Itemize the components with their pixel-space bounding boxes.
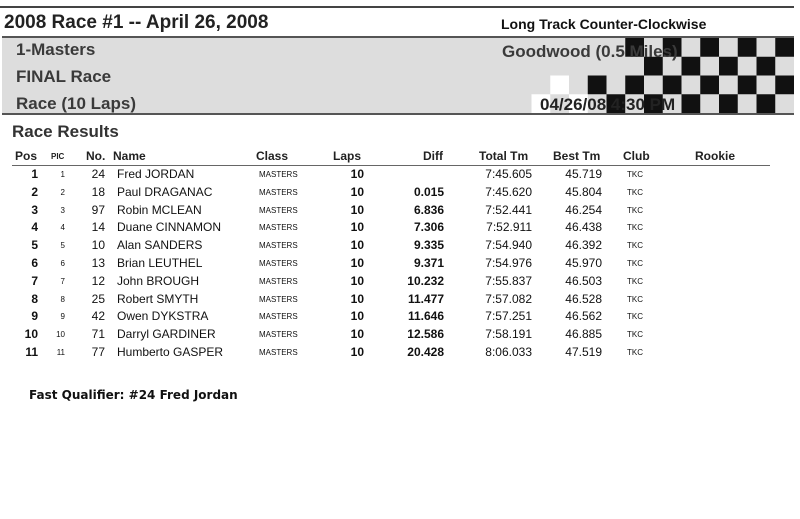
cell-class: MASTERS: [259, 259, 298, 268]
cell-club: TKC: [627, 170, 643, 179]
cell-class: MASTERS: [259, 348, 298, 357]
col-header-total: Total Tm: [479, 149, 529, 163]
cell-best: 46.254: [565, 202, 602, 217]
cell-best: 46.503: [565, 273, 602, 288]
col-header-laps: Laps: [333, 149, 362, 163]
cell-pos: 4: [31, 220, 38, 235]
cell-total: 7:54.940: [485, 238, 532, 253]
cell-diff: 11.477: [407, 291, 444, 306]
cell-total: 7:58.191: [485, 327, 532, 342]
col-header-club: Club: [623, 149, 650, 163]
cell-no: 77: [91, 345, 105, 359]
cell-best: 45.804: [565, 184, 602, 199]
cell-pic: 10: [56, 330, 65, 340]
cell-no: 42: [91, 309, 105, 324]
cell-pos: 6: [31, 256, 38, 270]
cell-name: Owen DYKSTRA: [117, 309, 209, 324]
cell-club: TKC: [627, 187, 643, 197]
cell-pic: 8: [60, 294, 65, 304]
cell-pic: 6: [60, 259, 65, 268]
cell-pic: 1: [60, 170, 65, 179]
cell-class: MASTERS: [259, 187, 298, 197]
cell-no: 12: [91, 273, 105, 288]
cell-total: 7:52.441: [485, 202, 532, 217]
cell-total: 7:52.911: [486, 220, 532, 235]
col-header-no: No.: [86, 149, 106, 163]
cell-no: 14: [91, 220, 105, 235]
cell-name: Brian LEUTHEL: [117, 256, 203, 270]
cell-name: Robin MCLEAN: [117, 202, 202, 217]
cell-class: MASTERS: [259, 241, 298, 251]
cell-pos: 9: [31, 309, 38, 324]
cell-pos: 2: [31, 184, 38, 199]
cell-diff: 9.335: [413, 238, 444, 253]
cell-laps: 10: [350, 184, 364, 199]
cell-no: 71: [91, 327, 105, 342]
cell-total: 7:57.082: [485, 291, 532, 306]
cell-laps: 10: [350, 202, 364, 217]
cell-club: TKC: [627, 205, 643, 215]
cell-name: John BROUGH: [117, 273, 200, 288]
cell-no: 13: [91, 256, 105, 270]
cell-pos: 10: [24, 327, 38, 342]
cell-club: TKC: [627, 276, 643, 286]
cell-no: 24: [91, 167, 105, 181]
cell-diff: 9.371: [413, 256, 444, 270]
col-header-class: Class: [256, 149, 289, 163]
race-info-band: [2, 36, 794, 115]
cell-total: 7:45.620: [485, 184, 532, 199]
cell-diff: 10.232: [407, 273, 444, 288]
cell-class: MASTERS: [259, 276, 298, 286]
cell-laps: 10: [350, 238, 364, 253]
table-row: [0, 291, 800, 309]
cell-name: Robert SMYTH: [117, 291, 199, 306]
table-row: [0, 326, 800, 344]
cell-class: MASTERS: [259, 205, 298, 215]
cell-diff: 12.586: [407, 327, 444, 342]
top-rule: [0, 6, 794, 8]
table-row: [0, 308, 800, 326]
cell-best: 45.970: [565, 256, 602, 270]
cell-best: 46.562: [565, 309, 602, 324]
table-row: [0, 202, 800, 220]
col-header-pic: PIC: [51, 152, 65, 161]
cell-name: Darryl GARDINER: [117, 327, 216, 342]
table-row: [0, 237, 800, 255]
cell-pos: 7: [31, 273, 38, 288]
cell-name: Alan SANDERS: [117, 238, 203, 253]
cell-pos: 1: [31, 167, 38, 181]
cell-club: TKC: [627, 241, 643, 251]
cell-total: 8:06.033: [485, 345, 532, 359]
col-header-pos: Pos: [15, 149, 38, 163]
cell-diff: 11.646: [407, 309, 444, 324]
fast-qualifier: Fast Qualifier: #24 Fred Jordan: [29, 388, 238, 402]
cell-best: 46.392: [565, 238, 602, 253]
cell-diff: 0.015: [413, 184, 444, 199]
venue: Goodwood (0.5 Miles): [502, 42, 678, 61]
cell-name: Humberto GASPER: [117, 345, 224, 359]
cell-club: TKC: [627, 330, 643, 340]
cell-no: 10: [91, 238, 105, 253]
cell-laps: 10: [350, 345, 364, 359]
cell-diff: 7.306: [413, 220, 444, 235]
cell-club: TKC: [627, 259, 643, 268]
cell-laps: 10: [350, 291, 364, 306]
cell-diff: 6.836: [413, 202, 444, 217]
table-row: [0, 255, 800, 273]
table-row: [0, 344, 800, 362]
cell-pic: 3: [60, 205, 65, 215]
cell-club: TKC: [627, 348, 643, 357]
cell-club: TKC: [627, 223, 643, 233]
cell-total: 7:54.976: [485, 256, 532, 270]
cell-name: Paul DRAGANAC: [117, 184, 213, 199]
cell-laps: 10: [350, 273, 364, 288]
col-header-diff: Diff: [423, 149, 443, 163]
cell-club: TKC: [627, 312, 643, 322]
cell-total: 7:55.837: [485, 273, 532, 288]
cell-laps: 10: [350, 167, 364, 181]
cell-laps: 10: [350, 256, 364, 270]
cell-no: 97: [91, 202, 105, 217]
cell-class: MASTERS: [259, 223, 298, 233]
cell-pic: 11: [56, 348, 65, 357]
race-datetime: 04/26/08 4:30 PM: [540, 95, 676, 114]
class-name: 1-Masters: [16, 40, 96, 59]
cell-pic: 5: [60, 241, 65, 251]
cell-best: 46.528: [565, 291, 602, 306]
race-laps: Race (10 Laps): [16, 94, 136, 113]
col-header-best: Best Tm: [553, 149, 601, 163]
cell-class: MASTERS: [259, 330, 298, 340]
cell-pos: 11: [25, 345, 38, 359]
table-row: [0, 184, 800, 202]
cell-best: 46.885: [565, 327, 602, 342]
table-row: [0, 166, 800, 184]
cell-name: Fred JORDAN: [117, 167, 195, 181]
col-header-rookie: Rookie: [695, 149, 736, 163]
section-title: Race Results: [12, 122, 119, 141]
cell-no: 18: [91, 184, 105, 199]
cell-pos: 8: [31, 291, 38, 306]
cell-best: 45.719: [565, 167, 602, 181]
track-type: Long Track Counter-Clockwise: [501, 16, 707, 32]
cell-pos: 5: [31, 238, 38, 253]
cell-pic: 4: [60, 223, 65, 233]
cell-pic: 2: [60, 187, 65, 197]
race-type: FINAL Race: [16, 67, 112, 86]
cell-pic: 9: [60, 312, 65, 322]
cell-total: 7:45.605: [485, 167, 532, 181]
cell-best: 47.519: [565, 345, 602, 359]
cell-laps: 10: [350, 220, 364, 235]
cell-pic: 7: [60, 276, 65, 286]
cell-laps: 10: [350, 309, 364, 324]
cell-class: MASTERS: [259, 294, 298, 304]
race-title: 2008 Race #1 -- April 26, 2008: [4, 12, 269, 33]
cell-total: 7:57.251: [485, 309, 532, 324]
cell-no: 25: [91, 291, 105, 306]
cell-name: Duane CINNAMON: [117, 220, 222, 235]
col-header-name: Name: [113, 149, 146, 163]
cell-pos: 3: [31, 202, 38, 217]
cell-laps: 10: [350, 327, 364, 342]
table-row: [0, 219, 800, 237]
cell-best: 46.438: [565, 220, 602, 235]
cell-class: MASTERS: [259, 170, 298, 179]
cell-diff: 20.428: [407, 345, 444, 359]
cell-club: TKC: [627, 294, 643, 304]
table-row: [0, 273, 800, 291]
cell-class: MASTERS: [259, 312, 298, 322]
